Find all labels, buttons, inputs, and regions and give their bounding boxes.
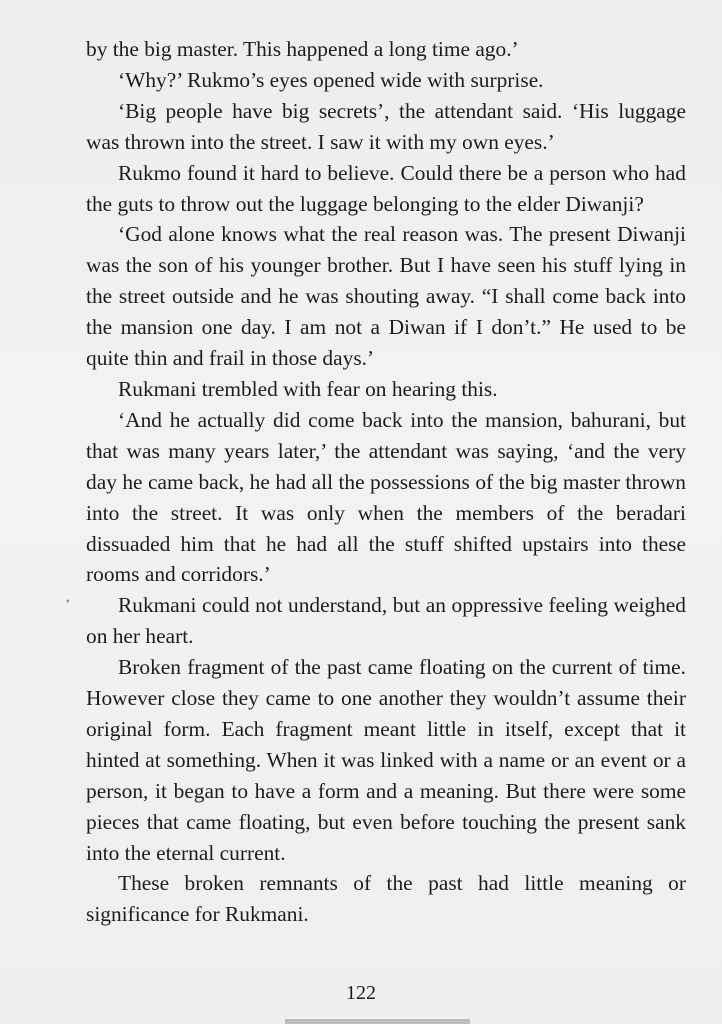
paragraph: ‘Big people have big secrets’, the attendant said. ‘His luggage was thrown into the street. I saw it with my own eyes.’ [86, 98, 686, 154]
paragraph: Rukmani trembled with fear on hearing this. [118, 376, 498, 401]
page-number: 122 [346, 982, 376, 1004]
bottom-edge-shadow [285, 1019, 470, 1024]
paragraph: These broken remnants of the past had little meaning or significance for Rukmani. [86, 871, 686, 927]
paragraph: ‘God alone knows what the real reason was. The present Diwanji was the son of his younger brother. But I have seen his stuff lying in the street outside and he was shouting away. “I shall come back into the mansion one day. I am not a Diwan if I don’t.” He used to be quite thin and frail in those days.’ [86, 222, 686, 371]
paragraph: by the big master. This happened a long time ago.’ [86, 37, 519, 61]
paragraph: Broken fragment of the past came floating on the current of time. However close they came to one another they wouldn’t assume their original form. Each fragment meant little in itself, except that it hinted at something. When it was linked with a name or an event or a person, it began to have a form and a meaning. But there were some pieces that came floating, but even before touching the present sank into the eternal current. [86, 655, 686, 865]
page-body [86, 34, 686, 930]
paragraph: ‘Why?’ Rukmo’s eyes opened wide with surprise. [118, 67, 544, 92]
paragraph: ‘And he actually did come back into the mansion, bahurani, but that was many years later,’ the attendant was saying, ‘and the very day he came back, he had all the possessions of the big master thrown into the street. It was only when the members of the beradari dissuaded him that he had all the stuff shifted upstairs into these rooms and corridors.’ [86, 407, 686, 587]
paragraph: Rukmo found it hard to believe. Could there be a person who had the guts to throw out the luggage belonging to the elder Diwanji? [86, 160, 686, 216]
pencil-mark: , [66, 590, 70, 605]
paragraph: Rukmani could not understand, but an oppressive feeling weighed on her heart. [86, 593, 686, 649]
